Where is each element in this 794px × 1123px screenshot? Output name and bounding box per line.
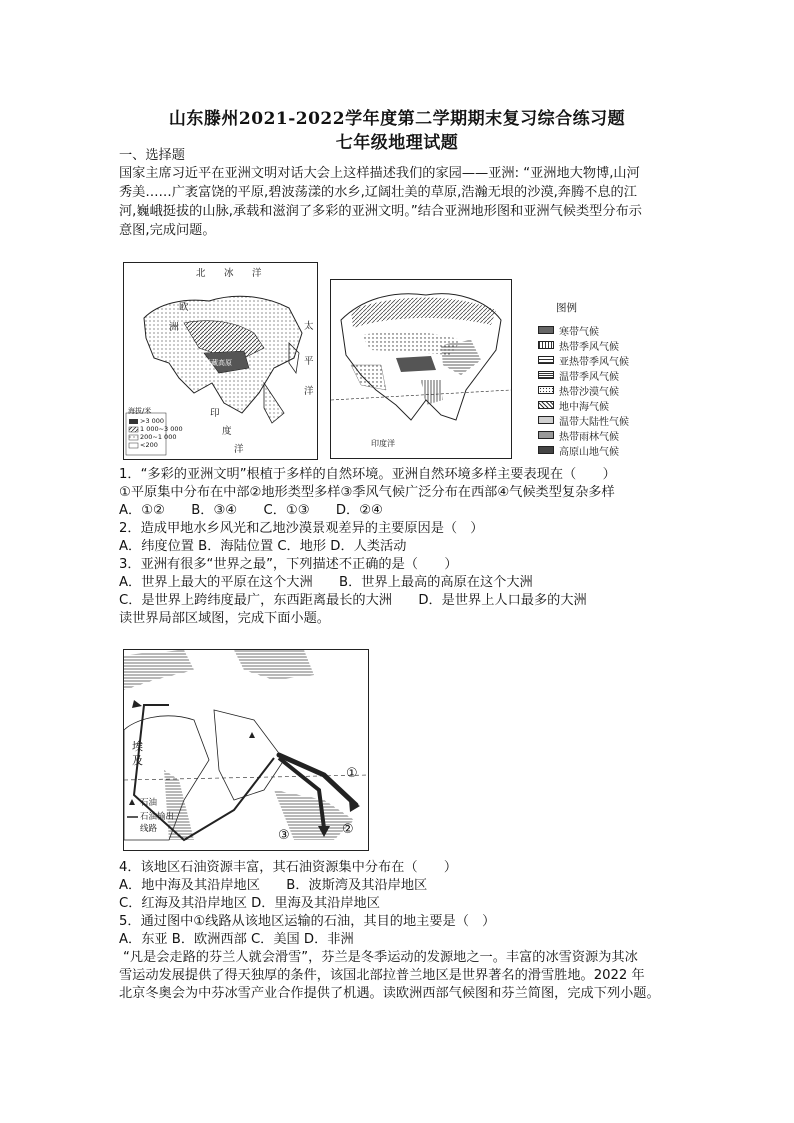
q5-options: A．东亚 B．欧洲西部 C．美国 D．非洲 [119,932,354,947]
asia-climate-map-graphic [331,280,511,458]
route-1-label: ① [346,766,358,781]
q2-stem: 2．造成甲地水乡风光和乙地沙漠景观差异的主要原因是（ ） [119,521,484,536]
legend-item: 200~1 000 [140,433,177,441]
climate-legend-item: 温带季风气候 [538,369,619,381]
legend-route-2: 线路 [140,824,158,834]
legend-item: <200 [140,441,158,449]
label-zhou: 洲 [169,322,179,333]
q4-options-ab: A．地中海及其沿岸地区 B．波斯湾及其沿岸地区 [119,878,428,893]
climate-legend-item: 亚热带季风气候 [538,354,629,366]
intro-line-2: 秀美……广袤富饶的平原,碧波荡漾的水乡,辽阔壮美的草原,浩瀚无垠的沙漠,奔腾不息的江 [119,185,637,200]
finland-line-2: 雪运动发展提供了得天独厚的条件，该国北部拉普兰地区是世界著名的滑雪胜地。2022 年 [119,968,645,983]
legend-route: 石油输出 [140,812,175,822]
q3-options-ab: A．世界上最大的平原在这个大洲 B．世界上最高的高原在这个大洲 [119,575,533,590]
q2-options: A．纬度位置 B．海陆位置 C．地形 D．人类活动 [119,539,407,554]
finland-line-1: “凡是会走路的芬兰人就会滑雪”，芬兰是冬季运动的发源地之一。丰富的冰雪资源为其冰 [123,950,638,965]
label-yang: 洋 [252,268,262,279]
q3-stem: 3．亚洲有很多“世界之最”，下列描述不正确的是（ ） [119,557,458,572]
label-du: 度 [222,426,232,437]
section-heading: 一、选择题 [119,148,185,163]
intro-line-3: 河,巍峨挺拔的山脉,承载和滋润了多彩的亚洲文明。”结合亚洲地形图和亚洲气候类型分布示 [119,204,642,219]
climate-legend-item: 高原山地气候 [538,444,619,456]
climate-legend-item: 热带沙漠气候 [538,384,619,396]
label-yang2: 洋 [304,386,314,397]
climate-legend-item: 寒带气候 [538,324,599,336]
route-3-label: ③ [278,828,290,843]
label-egypt-1: 埃 [132,740,143,753]
q1-stem: 1．“多彩的亚洲文明”根植于多样的自然环境。亚洲自然环境多样主要表现在（ ） [119,467,616,482]
label-ou: 欧 [179,302,189,313]
map3-intro: 读世界局部区域图，完成下面小题。 [119,611,330,626]
label-north: 北 [196,268,206,279]
q3-options-cd: C．是世界上跨纬度最广，东西距离最长的大洲 D．是世界上人口最多的大洲 [119,593,587,608]
climate-legend-item: 热带季风气候 [538,339,619,351]
q1-items: ①平原集中分布在中部②地形类型多样③季风气候广泛分布在西部④气候类型复杂多样 [119,485,615,500]
q5-stem: 5．通过图中①线路从该地区运输的石油，其目的地主要是（ ） [119,914,496,929]
climate-legend-item: 热带雨林气候 [538,429,619,441]
q4-stem: 4．该地区石油资源丰富，其石油资源集中分布在（ ） [119,860,458,875]
asia-terrain-map [123,262,318,460]
label-bing: 冰 [224,268,234,279]
intro-line-1: 国家主席习近平在亚洲文明对话大会上这样描述我们的家园——亚洲: “亚洲地大物博,山河 [119,166,640,181]
climate-legend-item: 地中海气候 [538,399,609,411]
climate-legend [538,300,648,460]
intro-line-4: 意图,完成问题。 [119,223,216,238]
middle-east-oil-map [123,649,369,851]
legend-item: >3 000 [140,417,165,425]
label-yin: 印 [210,408,220,419]
asia-climate-map [330,279,512,459]
climate-legend-item: 温带大陆性气候 [538,414,629,426]
legend-item: 1 000~3 000 [140,425,183,433]
page-subtitle: 七年级地理试题 [335,133,459,153]
legend-oil: 石油 [140,798,158,808]
legend-title: 海拔/米 [128,407,152,415]
label-indian-ocean: 印度洋 [371,439,395,448]
climate-legend-title: 图例 [556,302,577,314]
label-tai: 太 [304,321,314,332]
route-2-label: ② [342,822,354,837]
label-plateau: 青藏高原 [204,359,232,367]
page-title: 山东滕州2021-2022学年度第二学期期末复习综合练习题 [168,109,626,129]
finland-line-3: 北京冬奥会为中芬冰雪产业合作提供了机遇。读欧洲西部气候图和芬兰简图，完成下列小题。 [119,986,660,1001]
label-yang3: 洋 [234,444,244,455]
label-ping: 平 [304,356,314,367]
label-egypt-2: 及 [132,754,143,767]
q1-options: A．①② B．③④ C．①③ D．②④ [119,503,383,518]
q4-options-cd: C．红海及其沿岸地区 D．里海及其沿岸地区 [119,896,380,911]
